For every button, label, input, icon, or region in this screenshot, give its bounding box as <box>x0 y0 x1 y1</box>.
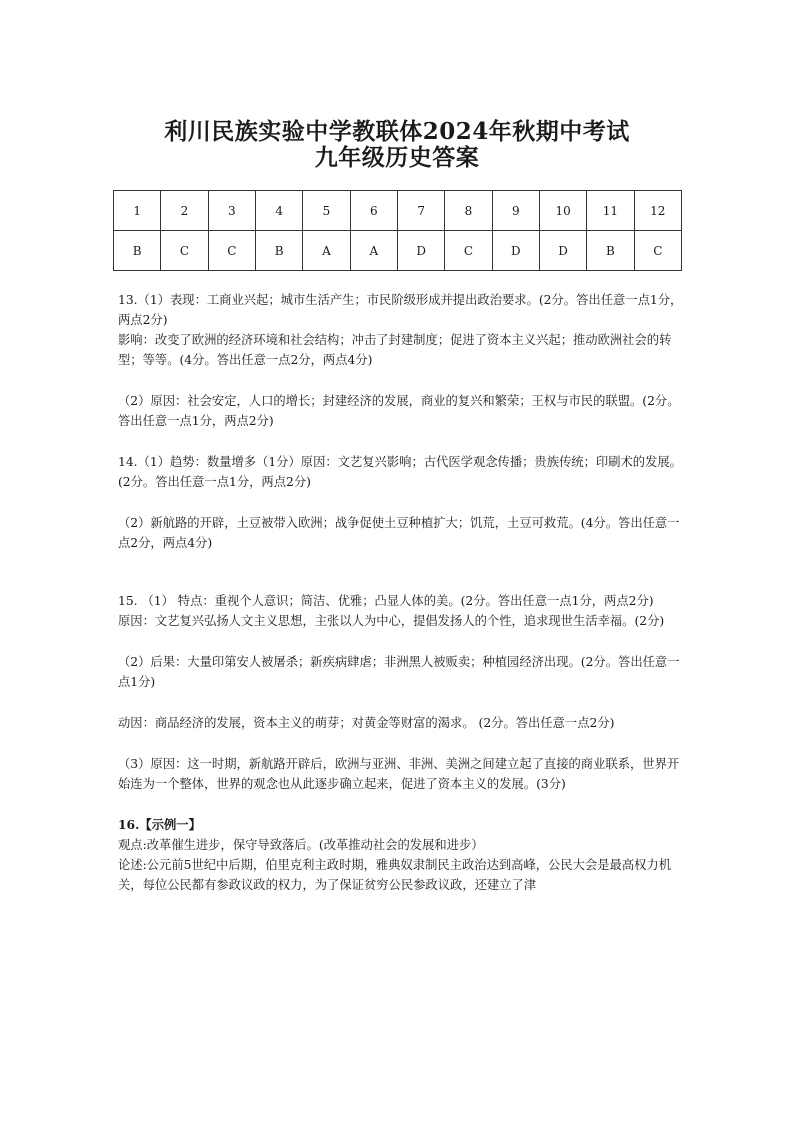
question-number: 9 <box>492 191 539 231</box>
q15-part3: （3）原因：这一时期，新航路开辟后，欧洲与亚洲、非洲、美洲之间建立起了直接的商业联系，世界开始连为一个整体，世界的观念也从此逐步确立起来，促进了资本主义的发展。(3分) <box>118 757 680 791</box>
answer-cell: C <box>445 231 492 271</box>
question-number: 7 <box>397 191 444 231</box>
q16-heading: 16.【示例一】 <box>118 817 201 832</box>
q15-part1: 15. （1） 特点：重视个人意识；简洁、优雅；凸显人体的美。(2分。答出任意一点1分，两点2分) <box>118 594 654 608</box>
answer-cell: C <box>634 231 681 271</box>
answer-cell: D <box>397 231 444 271</box>
page-title: 利川民族实验中学教联体2024年秋期中考试 <box>164 118 630 145</box>
table-row-answers <box>114 231 682 271</box>
answer-cell: D <box>539 231 586 271</box>
spacer <box>118 492 683 513</box>
spacer <box>118 431 683 452</box>
answer-cell: C <box>208 231 255 271</box>
question-number: 11 <box>587 191 634 231</box>
question-number: 2 <box>161 191 208 231</box>
q13-part1: 13.（1）表现：工商业兴起；城市生活产生；市民阶级形成并提出政治要求。(2分。答出任意一点1分，两点2分) <box>118 293 683 327</box>
answer-cell: C <box>161 231 208 271</box>
spacer <box>118 631 683 652</box>
spacer <box>118 692 683 713</box>
question-number: 10 <box>539 191 586 231</box>
q14-part1: 14.（1）趋势：数量增多（1分）原因：文艺复兴影响；古代医学观念传播；贵族传统；印刷术的发展。(2分。答出任意一点1分，两点2分) <box>118 455 682 489</box>
question-number: 12 <box>634 191 681 231</box>
spacer <box>118 733 683 754</box>
spacer <box>118 794 683 815</box>
q16-argument: 论述:公元前5世纪中后期，伯里克利主政时期，雅典奴隶制民主政治达到高峰，公民大会是最高权力机关，每位公民都有参政议政的权力，为了保证贫穷公民参政议政，还建立了津 <box>118 858 672 892</box>
q15-part2-motive: 动因：商品经济的发展，资本主义的萌芽；对黄金等财富的渴求。 (2分。答出任意一点2分) <box>118 716 615 730</box>
question-number: 1 <box>114 191 161 231</box>
question-number: 6 <box>350 191 397 231</box>
spacer <box>118 370 683 391</box>
answer-cell: A <box>303 231 350 271</box>
question-number: 5 <box>303 191 350 231</box>
question-number: 8 <box>445 191 492 231</box>
q16-viewpoint: 观点:改革催生进步，保守导致落后。(改革推动社会的发展和进步） <box>118 838 484 852</box>
answer-cell: D <box>492 231 539 271</box>
q13-part2: （2）原因：社会安定，人口的增长；封建经济的发展，商业的复兴和繁荣；王权与市民的联盟。(2分。答出任意一点1分，两点2分) <box>118 394 680 428</box>
answer-cell: A <box>350 231 397 271</box>
page-subtitle: 九年级历史答案 <box>314 144 480 171</box>
answer-content <box>118 290 683 895</box>
answer-cell: B <box>114 231 161 271</box>
answer-cell: B <box>255 231 302 271</box>
q13-part1-impact: 影响：改变了欧洲的经济环境和社会结构；冲击了封建制度；促进了资本主义兴起；推动欧洲社会的转型；等等。(4分。答出任意一点2分，两点4分) <box>118 333 672 367</box>
spacer <box>118 553 683 591</box>
q15-part1-reason: 原因：文艺复兴弘扬人文主义思想，主张以人为中心，提倡发扬人的个性，追求现世生活幸福。(2分) <box>118 614 665 628</box>
q15-part2: （2）后果：大量印第安人被屠杀；新疾病肆虐；非洲黑人被贩卖；种植园经济出现。(2分。答出任意一点1分) <box>118 655 680 689</box>
answer-cell: B <box>587 231 634 271</box>
question-number: 3 <box>208 191 255 231</box>
table-row-numbers <box>114 191 682 231</box>
answer-table <box>113 190 682 271</box>
q14-part2: （2）新航路的开辟，土豆被带入欧洲；战争促使土豆种植扩大；饥荒，土豆可救荒。(4分。答出任意一点2分，两点4分) <box>118 516 680 550</box>
question-number: 4 <box>255 191 302 231</box>
